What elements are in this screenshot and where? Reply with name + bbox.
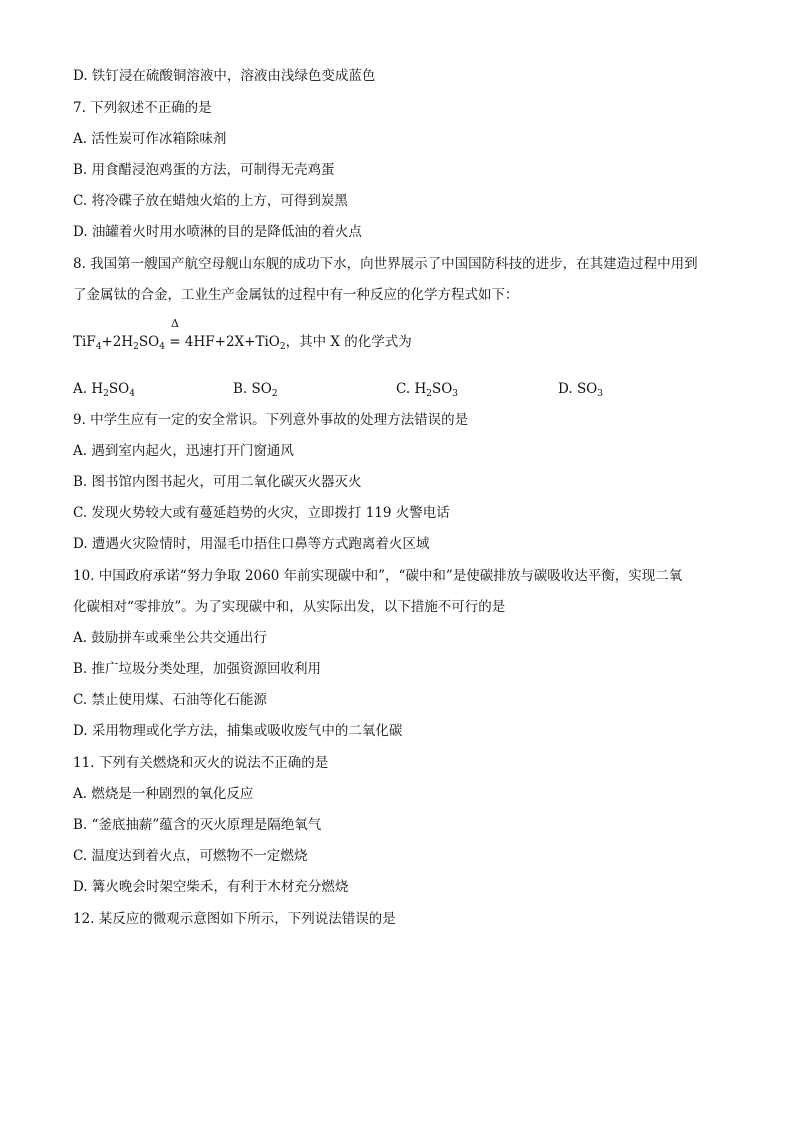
q8-chemical-equation: $TiF_4+2H_2SO_4$ Δ = 4HF+2X+TiO$_2$，其中 X 的化学式为 [73, 317, 412, 352]
q11-stem: 11. 下列有关燃烧和灭火的说法不正确的是 [73, 755, 329, 771]
q9-option-a: A. 遇到室内起火，迅速打开门窗通风 [73, 443, 294, 459]
q10-option-a: A. 鼓励拼车或乘坐公共交通出行 [73, 630, 267, 646]
q8-option-d: D. $SO_3$ [558, 381, 603, 399]
q11-option-d: D. 篝火晚会时架空柴禾，有利于木材充分燃烧 [73, 879, 349, 895]
q8-option-a: A. $H_2SO_4$ [73, 381, 135, 399]
q10-stem-line1: 10. 中国政府承诺“努力争取 2060 年前实现碳中和”，“碳中和”是使碳排放与碳吸收达平衡，实现二氧 [73, 568, 683, 584]
q9-option-d: D. 遭遇火灾险情时，用湿毛巾捂住口鼻等方式跑离着火区域 [73, 536, 430, 552]
q8-stem-line2: 了金属钛的合金，工业生产金属钛的过程中有一种反应的化学方程式如下： [73, 287, 519, 303]
q12-stem: 12. 某反应的微观示意图如下所示，下列说法错误的是 [73, 911, 396, 927]
q6-option-d: D. 铁钉浸在硫酸铜溶液中，溶液由浅绿色变成蓝色 [73, 68, 376, 84]
q8-option-c: C. $H_2SO_3$ [396, 381, 459, 399]
reaction-condition: Δ = [166, 330, 184, 354]
heat-symbol: Δ [170, 317, 179, 330]
q9-option-b: B. 图书馆内图书起火，可用二氧化碳灭火器灭火 [73, 474, 362, 490]
q9-option-c: C. 发现火势较大或有蔓延趋势的火灾，立即拨打 119 火警电话 [73, 505, 450, 521]
q7-option-d: D. 油罐着火时用水喷淋的目的是降低油的着火点 [73, 224, 362, 240]
q7-option-a: A. 活性炭可作冰箱除味剂 [73, 131, 227, 147]
q7-stem: 7. 下列叙述不正确的是 [73, 100, 212, 116]
q11-option-c: C. 温度达到着火点，可燃物不一定燃烧 [73, 848, 308, 864]
q11-option-a: A. 燃烧是一种剧烈的氧化反应 [73, 786, 254, 802]
q8-stem-line1: 8. 我国第一艘国产航空母舰山东舰的成功下水，向世界展示了中国国防科技的进步，在其建造过程中用到 [73, 256, 698, 272]
q10-option-c: C. 禁止使用煤、石油等化石能源 [73, 692, 267, 708]
q10-stem-line2: 化碳相对“零排放”。为了实现碳中和，从实际出发，以下措施不可行的是 [73, 599, 506, 615]
q10-option-d: D. 采用物理或化学方法，捕集或吸收废气中的二氧化碳 [73, 723, 403, 739]
q11-option-b: B. “釜底抽薪”蕴含的灭火原理是隔绝氧气 [73, 817, 322, 833]
q7-option-b: B. 用食醋浸泡鸡蛋的方法，可制得无壳鸡蛋 [73, 162, 335, 178]
q8-options [73, 380, 733, 398]
q10-option-b: B. 推广垃圾分类处理，加强资源回收利用 [73, 661, 322, 677]
q9-stem: 9. 中学生应有一定的安全常识。下列意外事故的处理方法错误的是 [73, 412, 469, 428]
q7-option-c: C. 将冷碟子放在蜡烛火焰的上方，可得到炭黑 [73, 193, 348, 209]
q8-option-b: B. $SO_2$ [233, 381, 278, 399]
